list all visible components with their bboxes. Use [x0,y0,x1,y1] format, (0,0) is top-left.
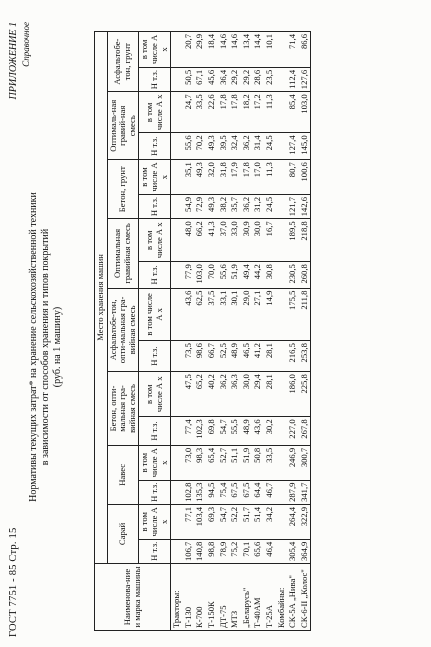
cost-value: 27,1 [252,288,264,341]
cost-value: 305,4 [287,539,299,563]
cost-value: 13,4 [241,32,253,68]
cost-value: 44,2 [252,262,264,288]
empty-cell [276,160,288,195]
empty-cell [171,133,183,160]
cost-value: 77,9 [183,262,195,288]
cost-value: 32,0 [206,160,218,195]
cost-value: 31,2 [252,194,264,218]
table-row [299,32,311,631]
empty-cell [276,32,288,68]
cost-value: 218,8 [299,219,311,262]
cost-value: 50,5 [183,67,195,91]
cost-value: 142,6 [299,194,311,218]
empty-cell [276,445,288,480]
section-label: Комбайны: [276,564,288,631]
table-row [183,32,195,631]
empty-cell [276,288,288,341]
cost-value: 112,4 [287,67,299,91]
table-row [264,32,276,631]
empty-cell [276,67,288,91]
cost-value: 30,2 [264,417,276,445]
cost-value: 14,9 [264,288,276,341]
cost-value: 145,0 [299,133,311,160]
empty-cell [171,504,183,539]
machine-name: ДТ-75 [218,564,230,631]
empty-cell [171,417,183,445]
group-header: Сарай [107,504,139,563]
cost-value: 67,1 [194,67,206,91]
table-row [218,32,230,631]
cost-value: 36,2 [241,133,253,160]
cost-value: 18,2 [241,92,253,133]
cost-value: 40,2 [206,372,218,417]
empty-cell [276,341,288,372]
table-row [287,32,299,631]
cost-value: 70,1 [241,539,253,563]
cost-value: 216,5 [287,341,299,372]
section-row [171,32,183,631]
cost-value: 75,4 [218,480,230,504]
cost-value: 55,6 [218,262,230,288]
cost-value: 33,5 [194,92,206,133]
cost-value: 227,0 [287,417,299,445]
cost-value: 102,3 [194,417,206,445]
cost-value: 34,2 [264,504,276,539]
cost-value: 20,7 [183,32,195,68]
subcol-a: в том числе А х [139,160,171,195]
document-title [28,87,64,607]
header-row-1 [95,32,108,631]
table-row [252,32,264,631]
cost-value: 30,0 [252,219,264,262]
empty-cell [276,480,288,504]
cost-value: 18,4 [206,32,218,68]
empty-cell [171,219,183,262]
empty-cell [171,372,183,417]
cost-value: 135,3 [194,480,206,504]
cost-value: 50,8 [252,445,264,480]
cost-value: 33,1 [218,288,230,341]
subcol-a: в том числе А х [139,504,171,539]
cost-value: 64,4 [252,480,264,504]
empty-cell [276,372,288,417]
cost-value: 29,0 [241,288,253,341]
cost-value: 36,4 [218,67,230,91]
cost-value: 46,5 [241,341,253,372]
cost-value: 186,0 [287,372,299,417]
cost-value: 49,4 [241,262,253,288]
cost-value: 45,6 [206,67,218,91]
cost-value: 43,6 [252,417,264,445]
empty-cell [276,539,288,563]
cost-value: 11,3 [264,92,276,133]
cost-value: 36,2 [218,372,230,417]
machine-name: СК-6-II „Колос" [299,564,311,631]
cost-value: 54,7 [218,504,230,539]
cost-value: 189,5 [287,219,299,262]
cost-value: 30,9 [241,219,253,262]
cost-value: 48,9 [229,341,241,372]
group-header: Асфальтобе-тон, опти-мальная гра-вийная смесь [107,288,139,372]
empty-cell [171,480,183,504]
cost-value: 49,3 [206,133,218,160]
cost-value: 37,5 [206,288,218,341]
cost-value: 35,7 [229,194,241,218]
cost-value: 300,7 [299,445,311,480]
cost-value: 48,9 [241,417,253,445]
empty-cell [276,194,288,218]
cost-value: 67,5 [229,480,241,504]
cost-value: 77,4 [183,417,195,445]
cost-value: 29,2 [229,67,241,91]
empty-cell [276,133,288,160]
cost-value: 260,8 [299,262,311,288]
cost-value: 51,4 [252,504,264,539]
cost-value: 17,2 [252,92,264,133]
table-body [171,32,311,631]
cost-value: 103,4 [194,504,206,539]
subcol-a: в том числе А х [139,372,171,417]
subcol-a: в том числе А х [139,92,171,133]
subcol-h: Н т.з. [139,262,171,288]
cost-value: 48,0 [183,219,195,262]
cost-value: 30,8 [264,262,276,288]
cost-value: 253,8 [299,341,311,372]
cost-value: 127,4 [287,133,299,160]
cost-value: 66,2 [194,219,206,262]
cost-value: 17,9 [229,160,241,195]
section-label: Тракторы: [171,564,183,631]
cost-value: 175,5 [287,288,299,341]
empty-cell [171,194,183,218]
machine-name: СК-5А „Нива" [287,564,299,631]
cost-value: 51,1 [229,445,241,480]
cost-value: 17,0 [252,160,264,195]
empty-cell [276,262,288,288]
cost-value: 364,9 [299,539,311,563]
cost-value: 52,5 [218,341,230,372]
cost-value: 28,6 [252,67,264,91]
empty-cell [276,417,288,445]
cost-value: 24,5 [264,194,276,218]
cost-value: 77,1 [183,504,195,539]
cost-value: 341,7 [299,480,311,504]
cost-value: 14,4 [252,32,264,68]
cost-value: 24,5 [264,133,276,160]
cost-value: 31,8 [218,160,230,195]
cost-value: 36,2 [241,194,253,218]
cost-value: 72,9 [194,194,206,218]
group-header: Асфальтобе-тон, грунт [107,32,139,92]
subcol-a: в том числе А х [139,32,171,68]
cost-value: 69,3 [206,504,218,539]
title-line-2: в зависимости от способов хранения и типов покрытий [40,228,51,466]
section-row [276,32,288,631]
cost-value: 140,8 [194,539,206,563]
table-row [229,32,241,631]
cost-value: 29,2 [241,67,253,91]
subcol-h: Н т.з. [139,194,171,218]
cost-value: 71,4 [287,32,299,68]
cost-value: 55,5 [229,417,241,445]
cost-value: 38,2 [218,194,230,218]
cost-value: 121,7 [287,194,299,218]
col-storage-place: Место хранения машин [95,32,108,564]
cost-value: 65,6 [252,539,264,563]
cost-value: 46,7 [264,480,276,504]
cost-value: 36,3 [229,372,241,417]
subcol-h: Н т.з. [139,480,171,504]
cost-value: 264,4 [287,504,299,539]
cost-value: 30,1 [229,288,241,341]
cost-value: 70,2 [194,133,206,160]
cost-value: 33,0 [229,219,241,262]
group-header: Бетон, грунт [107,160,139,219]
table-row [241,32,253,631]
cost-value: 32,4 [229,133,241,160]
cost-value: 75,2 [229,539,241,563]
empty-cell [171,160,183,195]
machine-name: Т-130 [183,564,195,631]
cost-value: 30,0 [241,372,253,417]
cost-value: 103,0 [299,92,311,133]
cost-value: 100,6 [299,160,311,195]
cost-value: 52,2 [229,504,241,539]
empty-cell [171,288,183,341]
cost-value: 49,3 [194,160,206,195]
cost-value: 98,6 [194,341,206,372]
table-row [206,32,218,631]
subcol-h: Н т.з. [139,417,171,445]
group-header: Навес [107,445,139,504]
cost-norms-table [94,31,311,631]
standard-header: ГОСТ 7751 - 85 Стр. 15 [8,527,19,637]
subcol-h: Н т.з. [139,539,171,563]
group-header: Оптимальная гравийная смесь [107,219,139,288]
cost-value: 28,1 [264,341,276,372]
subcol-a: в том числе А х [139,288,171,341]
empty-cell [276,92,288,133]
cost-value: 67,5 [241,480,253,504]
empty-cell [276,504,288,539]
cost-value: 39,5 [218,133,230,160]
cost-value: 246,9 [287,445,299,480]
cost-value: 51,7 [241,504,253,539]
cost-value: 10,1 [264,32,276,68]
cost-value: 47,5 [183,372,195,417]
title-line-3: (руб. на 1 машину) [52,306,63,388]
cost-value: 127,6 [299,67,311,91]
cost-value: 16,7 [264,219,276,262]
empty-cell [171,32,183,68]
cost-value: 86,6 [299,32,311,68]
cost-value: 28,1 [264,372,276,417]
cost-value: 106,7 [183,539,195,563]
empty-cell [171,341,183,372]
col-machine-name: Наименова-ние и марка машины [95,564,171,631]
machine-name: К-700 [194,564,206,631]
cost-value: 33,5 [264,445,276,480]
cost-value: 17,8 [218,92,230,133]
cost-value: 98,3 [194,445,206,480]
machine-name: Т-40АМ [252,564,264,631]
cost-value: 103,0 [194,262,206,288]
cost-value: 41,2 [252,341,264,372]
cost-value: 43,6 [183,288,195,341]
subcol-a: в том числе А х [139,219,171,262]
cost-value: 24,7 [183,92,195,133]
cost-value: 37,0 [218,219,230,262]
cost-value: 65,4 [206,445,218,480]
group-header: Оптималь-ная гравий-ная смесь [107,92,139,160]
header-row-subcolumns [139,32,171,631]
cost-value: 211,8 [299,288,311,341]
cost-value: 80,7 [287,160,299,195]
cost-value: 70,0 [206,262,218,288]
cost-value: 98,8 [206,539,218,563]
cost-value: 51,9 [229,262,241,288]
cost-value: 287,9 [287,480,299,504]
empty-cell [276,219,288,262]
cost-value: 62,5 [194,288,206,341]
appendix-title: ПРИЛОЖЕНИЕ 1 [8,22,19,100]
cost-value: 230,5 [287,262,299,288]
table-row [194,32,206,631]
empty-cell [171,262,183,288]
machine-name: „Беларусь" [241,564,253,631]
cost-value: 78,9 [218,539,230,563]
cost-value: 29,9 [194,32,206,68]
cost-value: 17,8 [229,92,241,133]
cost-value: 69,8 [206,417,218,445]
cost-value: 35,1 [183,160,195,195]
cost-value: 14,6 [218,32,230,68]
cost-value: 322,9 [299,504,311,539]
cost-value: 23,5 [264,67,276,91]
empty-cell [171,92,183,133]
cost-value: 29,4 [252,372,264,417]
title-line-1: Нормативы текущих затрат* на хранение сельскохозяйственной техники [28,192,39,502]
cost-value: 55,6 [183,133,195,160]
cost-value: 51,9 [241,445,253,480]
empty-cell [171,445,183,480]
header-row-groups [107,32,139,631]
subcol-h: Н т.з. [139,133,171,160]
subcol-h: Н т.з. [139,341,171,372]
cost-value: 49,3 [206,194,218,218]
cost-value: 11,3 [264,160,276,195]
cost-value: 54,7 [218,417,230,445]
cost-value: 14,6 [229,32,241,68]
cost-value: 102,8 [183,480,195,504]
cost-value: 85,4 [287,92,299,133]
cost-value: 31,4 [252,133,264,160]
empty-cell [171,539,183,563]
cost-value: 17,8 [241,160,253,195]
cost-value: 267,8 [299,417,311,445]
empty-cell [171,67,183,91]
cost-value: 65,2 [194,372,206,417]
cost-value: 94,5 [206,480,218,504]
cost-value: 225,8 [299,372,311,417]
machine-name: МТЗ [229,564,241,631]
cost-value: 46,4 [264,539,276,563]
cost-value: 73,5 [183,341,195,372]
machine-name: Т-25А [264,564,276,631]
machine-name: Т-150К [206,564,218,631]
cost-value: 22,6 [206,92,218,133]
subcol-h: Н т.з. [139,67,171,91]
subcol-a: в том числе А х [139,445,171,480]
cost-value: 54,9 [183,194,195,218]
group-header: Бетон, опти-мальная гра-вийная смесь [107,372,139,446]
appendix-note: Справочное [21,22,31,67]
cost-value: 73,0 [183,445,195,480]
cost-value: 66,7 [206,341,218,372]
cost-value: 52,7 [218,445,230,480]
cost-value: 41,3 [206,219,218,262]
